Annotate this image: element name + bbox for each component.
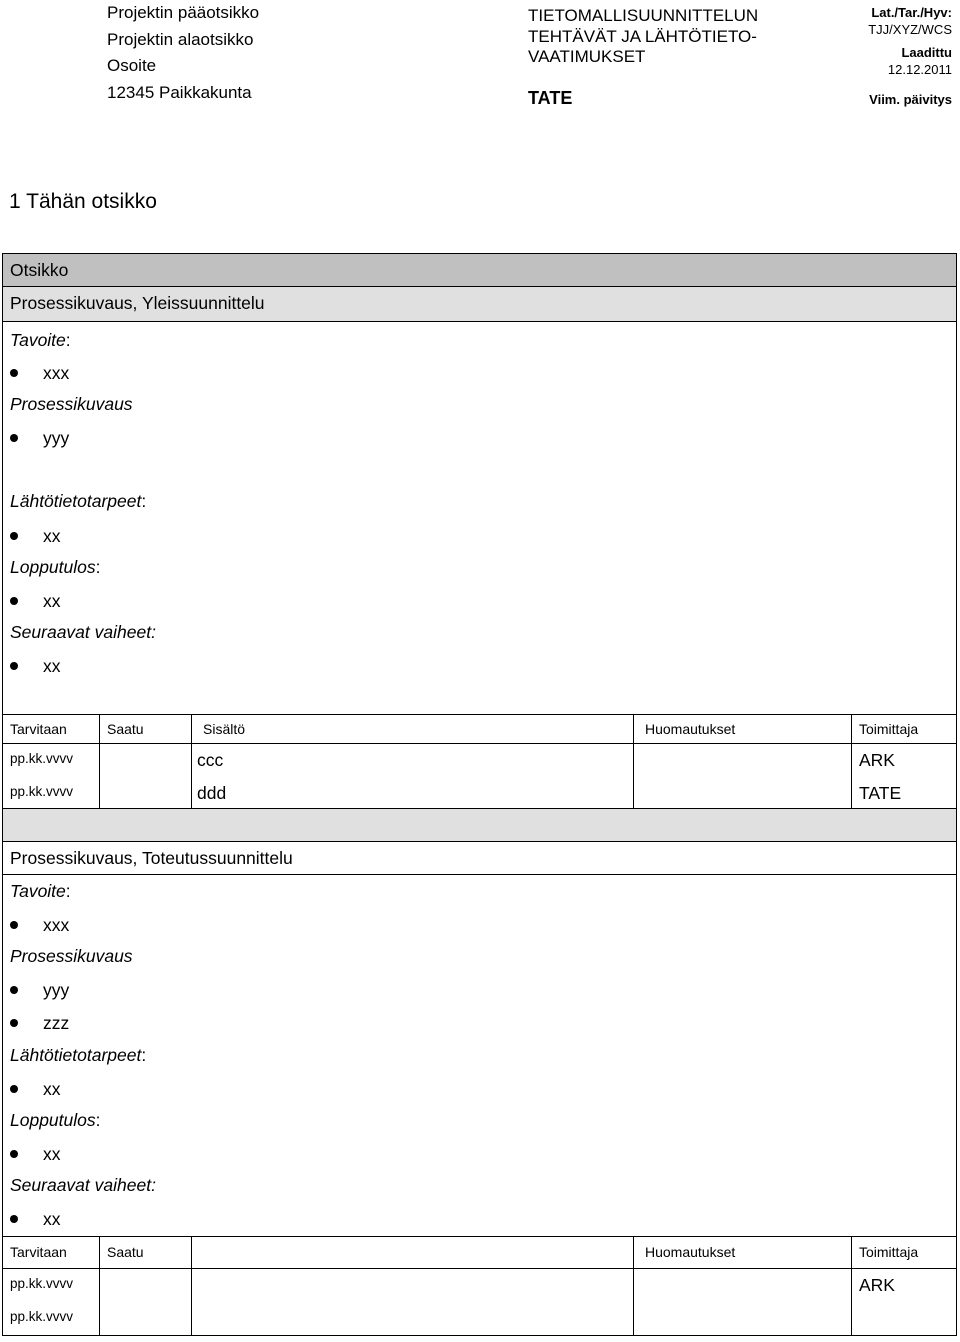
bullet-icon: [10, 921, 18, 929]
source-data-colon-2: :: [141, 1045, 147, 1065]
process-label: Prosessikuvaus: [10, 394, 133, 414]
process-item: [10, 428, 69, 449]
process-subtitle-2-row: [3, 841, 956, 875]
result-item-2: [10, 1144, 61, 1165]
source-data-item: [10, 526, 61, 547]
next-steps-item-2: [10, 1209, 61, 1230]
bullet-icon: [10, 434, 18, 442]
needed-date: pp.kk.vvvv: [10, 751, 74, 766]
source-data-label: [10, 491, 146, 512]
section-title-bar: [3, 254, 956, 287]
col-needed: Tarvitaan: [10, 721, 67, 737]
goal-colon: :: [65, 330, 71, 350]
bullet-icon: [10, 1215, 18, 1223]
schedule-header-row-2: [3, 1237, 956, 1269]
process-item-3-text: zzz: [43, 1013, 70, 1033]
process-subtitle-2: Prosessikuvaus, Toteutussuunnittelu: [10, 848, 293, 868]
doc-title-line-3: VAATIMUKSET: [528, 47, 646, 66]
bullet-icon: [10, 986, 18, 994]
project-city: 12345 Paikkakunta: [107, 82, 252, 102]
goal-label-2: [10, 881, 71, 902]
col-supplier-2: Toimittaja: [859, 1244, 919, 1260]
project-address: Osoite: [107, 56, 157, 75]
needed-date: pp.kk.vvvv: [10, 784, 74, 799]
goal-item-text: xxx: [43, 363, 70, 383]
doc-title-line-2: TEHTÄVÄT JA LÄHTÖTIETO-: [528, 26, 757, 46]
document-title-block: [528, 6, 798, 108]
source-data-colon: :: [141, 491, 147, 511]
col-content: Sisältö: [203, 721, 246, 737]
col-received: Saatu: [107, 721, 144, 737]
schedule-table: [3, 714, 956, 810]
source-data-item-2-text: xx: [43, 1079, 61, 1099]
goal-item-2-text: xxx: [43, 915, 70, 935]
process-subtitle-bar: [3, 287, 956, 322]
content-value: ccc: [197, 750, 224, 770]
result-colon-2: :: [95, 1110, 101, 1130]
needed-date: pp.kk.vvvv: [10, 1309, 74, 1324]
result-label: [10, 557, 101, 578]
approver-value: TJJ/XYZ/WCS: [868, 22, 952, 37]
bullet-icon: [10, 369, 18, 377]
created-date: 12.12.2011: [887, 62, 952, 77]
bullet-icon: [10, 662, 18, 670]
next-steps-item: [10, 656, 61, 677]
result-item-2-text: xx: [43, 1144, 61, 1164]
goal-label-text: Tavoite: [10, 330, 66, 350]
result-item: [10, 591, 61, 612]
next-steps-item-text: xx: [43, 656, 61, 676]
bullet-icon: [10, 1085, 18, 1093]
col-needed-2: Tarvitaan: [10, 1244, 67, 1260]
project-subtitle: Projektin alaotsikko: [107, 29, 254, 49]
process-item-text: yyy: [43, 428, 70, 448]
project-main-title: Projektin pääotsikko: [107, 3, 260, 22]
schedule-table-2: [3, 1236, 956, 1335]
col-notes: Huomautukset: [645, 721, 736, 737]
result-label-2: [10, 1110, 101, 1131]
doc-title-line-1: TIETOMALLISUUNNITTELUN: [528, 6, 759, 25]
schedule-header-row: [3, 715, 956, 744]
approver-label: Lat./Tar./Hyv:: [871, 5, 952, 20]
process-item-2-text: yyy: [43, 980, 70, 1000]
result-colon: :: [95, 557, 101, 577]
created-label: Laadittu: [901, 45, 952, 60]
table-row: [3, 1302, 956, 1335]
supplier-value: ARK: [859, 750, 895, 770]
goal-item: [10, 363, 69, 384]
source-data-label-2-text: Lähtötietotarpeet: [10, 1045, 142, 1065]
document-meta: [868, 4, 952, 108]
result-label-text: Lopputulos: [10, 557, 96, 577]
bullet-icon: [10, 597, 18, 605]
result-item-text: xx: [43, 591, 61, 611]
process-subtitle: Prosessikuvaus, Yleissuunnittelu: [10, 293, 265, 313]
supplier-value: ARK: [859, 1275, 895, 1295]
bullet-icon: [10, 1019, 18, 1027]
content-frame: [2, 253, 957, 1336]
section-heading: 1 Tähän otsikko: [9, 190, 157, 213]
source-data-item-2: [10, 1079, 61, 1100]
next-steps-label: Seuraavat vaiheet:: [10, 622, 156, 642]
process-label-2: Prosessikuvaus: [10, 946, 133, 966]
next-steps-item-2-text: xx: [43, 1209, 61, 1229]
source-data-item-text: xx: [43, 526, 61, 546]
supplier-value: TATE: [859, 783, 902, 803]
process-item-3: [10, 1013, 69, 1034]
table-row: [3, 1269, 956, 1302]
goal-label: [10, 330, 71, 351]
goal-colon-2: :: [65, 881, 71, 901]
col-notes-2: Huomautukset: [645, 1244, 736, 1260]
section-separator: [3, 808, 956, 842]
needed-date: pp.kk.vvvv: [10, 1276, 74, 1291]
next-steps-label-2: Seuraavat vaiheet:: [10, 1175, 156, 1195]
col-supplier: Toimittaja: [859, 721, 919, 737]
source-data-label-2: [10, 1045, 146, 1066]
bullet-icon: [10, 1150, 18, 1158]
doc-code: TATE: [528, 87, 573, 108]
col-received-2: Saatu: [107, 1244, 144, 1260]
table-row: [3, 777, 956, 810]
source-data-label-text: Lähtötietotarpeet: [10, 491, 142, 511]
bullet-icon: [10, 532, 18, 540]
content-value: ddd: [197, 783, 227, 803]
table-row: [3, 744, 956, 777]
process-item-2: [10, 980, 69, 1001]
result-label-2-text: Lopputulos: [10, 1110, 96, 1130]
last-updated-label: Viim. päivitys: [869, 92, 952, 107]
goal-item-2: [10, 915, 69, 936]
goal-label-2-text: Tavoite: [10, 881, 66, 901]
project-info: [107, 0, 259, 106]
section-title: Otsikko: [10, 260, 69, 280]
